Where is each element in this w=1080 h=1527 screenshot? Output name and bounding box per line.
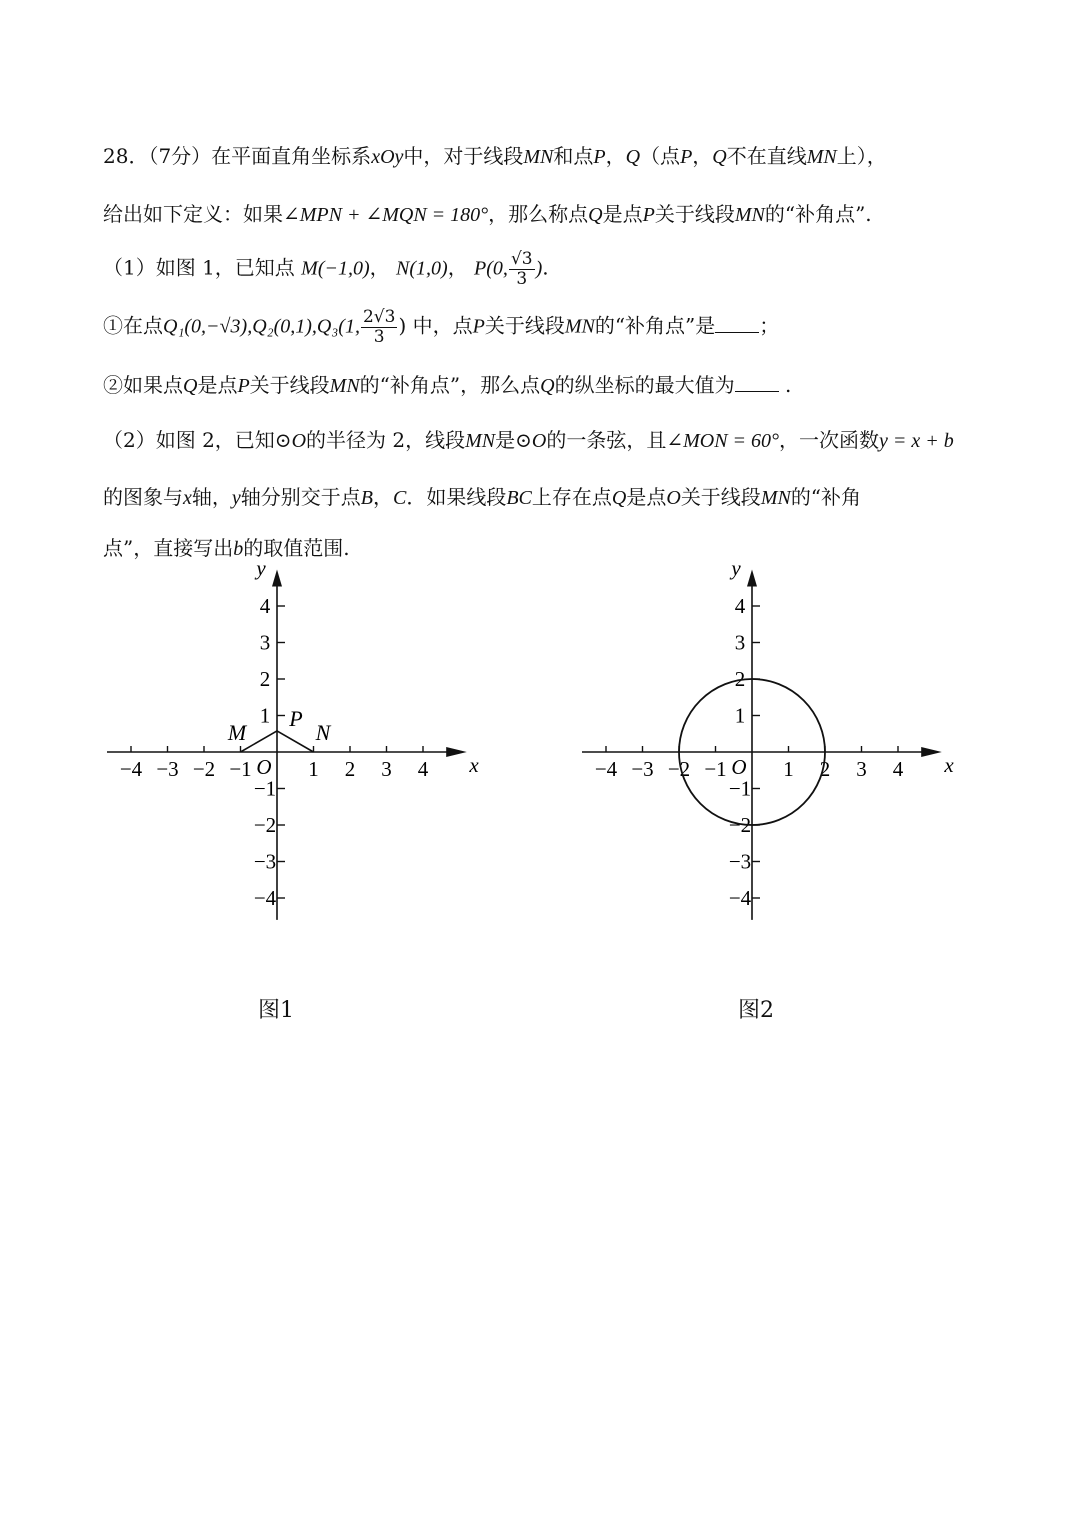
- y-axis-arrow: [747, 570, 757, 587]
- coordinate-axes: [107, 560, 479, 920]
- y-tick-label: 2: [734, 667, 746, 691]
- label-N: N: [315, 720, 331, 745]
- answer-blank-2[interactable]: [735, 373, 779, 392]
- x-tick-label: −4: [119, 757, 143, 781]
- fraction-sqrt3-over-3: $\frac{√3}{3}$: [510, 249, 533, 289]
- x-axis-label: x: [944, 753, 954, 777]
- x-tick-label: 2: [344, 757, 356, 781]
- x-tick-label: −2: [192, 757, 216, 781]
- y-tick-label: 4: [259, 594, 271, 618]
- x-tick-label: −1: [704, 757, 727, 781]
- origin-label: O: [731, 755, 747, 779]
- y-tick-label: 1: [259, 703, 271, 728]
- y-tick-label: 3: [734, 630, 746, 655]
- question-2: ②如果点Q是点P关于线段MN的“补角点”，那么点Q的纵坐标的最大值为 .: [103, 373, 792, 397]
- x-tick-label: 1: [783, 757, 794, 781]
- x-tick-label: 4: [892, 757, 904, 781]
- problem-line-2: 给出如下定义：如果∠MPN + ∠MQN = 180°，那么称点Q是点P关于线段MN的“补角点”.: [103, 202, 872, 226]
- x-tick-label: 4: [417, 757, 429, 781]
- y-axis-label: y: [731, 560, 741, 580]
- y-tick-label: 3: [259, 630, 271, 655]
- x-tick-label: −2: [667, 757, 691, 781]
- x-tick-label: 2: [819, 757, 831, 781]
- x-tick-label: 3: [381, 757, 392, 781]
- part2-line-2: 的图象与x轴，y轴分别交于点B，C．如果线段BC上存在点Q是点O关于线段MN的“补角: [103, 485, 862, 509]
- label-M: M: [227, 720, 247, 745]
- y-tick-label: −4: [253, 886, 277, 910]
- coordinate-axes: [582, 560, 954, 920]
- y-tick-label: −3: [728, 849, 752, 874]
- origin-label: O: [256, 755, 272, 779]
- figure-1: [95, 560, 505, 940]
- y-tick-label: −1: [728, 776, 752, 801]
- part1-intro: （1）如图 1，已知点 M(−1,0)， N(1,0)， P(0, $\frac{√3}{3}$ ).: [103, 249, 549, 289]
- x-tick-label: 1: [308, 757, 319, 781]
- y-tick-label: −4: [728, 886, 752, 910]
- y-tick-label: −2: [253, 813, 277, 837]
- part2-line-3: 点”，直接写出b的取值范围.: [103, 536, 350, 560]
- y-tick-label: −1: [253, 776, 277, 801]
- x-tick-label: −3: [631, 757, 654, 781]
- label-P: P: [289, 706, 303, 731]
- figure-2: [570, 560, 980, 940]
- x-tick-label: −4: [594, 757, 618, 781]
- figure-1-caption: 图1: [258, 998, 294, 1023]
- y-tick-label: −3: [253, 849, 277, 874]
- x-tick-label: −3: [156, 757, 179, 781]
- figure-2-caption: 图2: [738, 998, 774, 1023]
- y-tick-label: 2: [259, 667, 271, 691]
- y-axis-label: y: [256, 560, 266, 580]
- problem-line-1: 28．（7分）在平面直角坐标系xOy中，对于线段MN和点P，Q（点P，Q不在直线MN上），: [103, 144, 887, 168]
- y-tick-label: 1: [734, 703, 746, 728]
- x-tick-label: 3: [856, 757, 867, 781]
- fraction-2sqrt3-over-3: $\frac{2√3}{3}$: [362, 307, 396, 347]
- y-tick-label: −2: [728, 813, 752, 837]
- x-tick-label: −1: [229, 757, 252, 781]
- x-axis-arrow: [446, 747, 467, 757]
- question-1: ①在点Q₁(0,−√3),Q₂(0,1),Q₃(1, $\frac{2√3}{3}$ ) 中，点P关于线段MN的“补角点”是 ；: [103, 307, 780, 347]
- answer-blank-1[interactable]: [715, 314, 759, 333]
- x-axis-label: x: [469, 753, 479, 777]
- y-tick-label: 4: [734, 594, 746, 618]
- x-axis-arrow: [921, 747, 942, 757]
- y-axis-arrow: [272, 570, 282, 587]
- part2-line-1: （2）如图 2，已知⊙O的半径为 2，线段MN是⊙O的一条弦，且∠MON = 60°，一次函数y = x + b: [103, 428, 954, 452]
